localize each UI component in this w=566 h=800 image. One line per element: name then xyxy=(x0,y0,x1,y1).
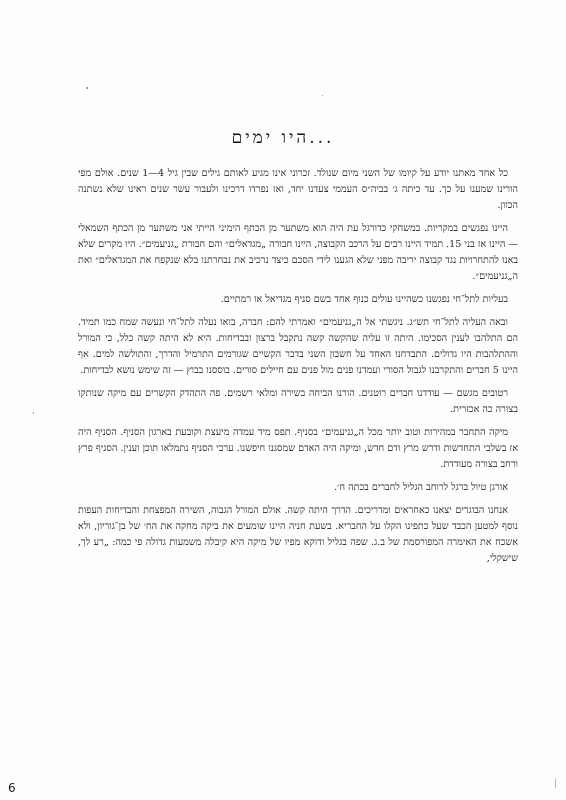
page-title: היו ימים... xyxy=(231,128,335,148)
paragraph: כל אחד מאתנו יודע על קיומו של השני מיום שנולד. זכרוני אינו מגיע לאותם גילים שבין גיל 4—1 שנים. אולם מפי הורינו שמענו על כך. עד כיתה ג׳ בביה״ס העממי צעדנו יחד, ואז נפרדו דרכינו ולעבור עשר שנים ראינו שלא נשתנה הכוון. xyxy=(78,168,518,211)
paragraph: אנחנו הבוגרים יצאנו כאחראים ומדריכים. הדרך היתה קשה. אולם המורל הגבוה, השירה המפצחת והבדיחות העפות נוסף למטען הכבד שעל כתפינו הקלו על החבריא. בשעת חניה היינו שומעים את ביקה מחקה את הח׳ של בן־גוריון, ולא אשכח את האימרה המפורסמת של ב.ג. שפה בגליל ודוקא מפיו של מיקה היא קיבלה משמעות גדולה פי כמה: „רע לך, שישקלי, xyxy=(78,505,518,564)
paragraph: מיקה התחבר במהירות וטוב יותר מכל ה„גניעמים״ בסניף. תפס מיד עמדה מיעצת וקובעת בארגון הסניף. הסניף היה אז בשלבי התחדשות ודרש מרץ ודם חדש, ומיקה היה האדם שמסגנו חיפשנו. ערבי הסניף נתמלאו תוכן וענין. הסניף פרץ ורחב בצורה מעודדת. xyxy=(78,427,518,470)
scan-speck xyxy=(322,95,323,96)
scan-edge-mark xyxy=(555,778,564,788)
page-number: 6 xyxy=(8,781,16,795)
paragraph: אורגן טיול ברגל לרוחב הגליל לחברים בכתה ח׳. xyxy=(334,482,508,493)
scan-speck xyxy=(86,87,88,89)
scan-speck xyxy=(33,412,34,414)
paragraph: בעליות לתל־חי נפגשנו כשהיינו עולים כנוף אחד בשם סניף מגדיאל או רמתיים. xyxy=(220,294,508,305)
paragraph: ובאה העליה לתל־חי תש״ג. ניגשתי אל ה„גניעמים״ ואמרתי להם: חברה, בואו נעלה לתל־חי ונעשה שמח כמו תמיד. הם התלהבו לענין הסכימו. היתה זו עליה שהקשה קשה נתקבל ברצון ובבדיחות. היא לא היתה קשה כלל, כי המורל וההתלהבות היו גדולים. התבדחנו האחד על חשבון השני בדבר הקשיים שגורמים התרמיל והדרך, והתולשה למים. אף היינו 5 חברים והתקרבנו לגבול הסורי ועמדנו פנים מול פנים עם חיילים סורים. בוססנו בבוץ — זה שימש נושא לבדיחות. xyxy=(78,317,518,376)
paragraph: רטובים מגשם — עודדנו חברים רוטנים. הורנו הביחה בשירה ומלאי רשמים. פה התהדק הקשרים עם מיקה שנותקו בצורה כה אכזרית. xyxy=(78,388,518,415)
body-text xyxy=(78,166,518,574)
paragraph: היינו נפגשים במקריות. במשחקי כדורגל עת היה הוא משתער מן הכתף הימיני הייתי אני משתער מן הכתף השמאלי — היינו אז בני 15. תמיד היינו רבים על הרכב הקבוצה, היינו חבורה „מגדאלים״ והם חבורת „גניעמים״. היו מקרים שלא באנו להתחרויות נגד קבוצה יריבה מפני שלא הגענו לידי הסכם כיצד נרכיב את נבחרתנו בלא שנקפח את המגדאלים״ ואת ה„גניעמים״. xyxy=(78,223,519,282)
